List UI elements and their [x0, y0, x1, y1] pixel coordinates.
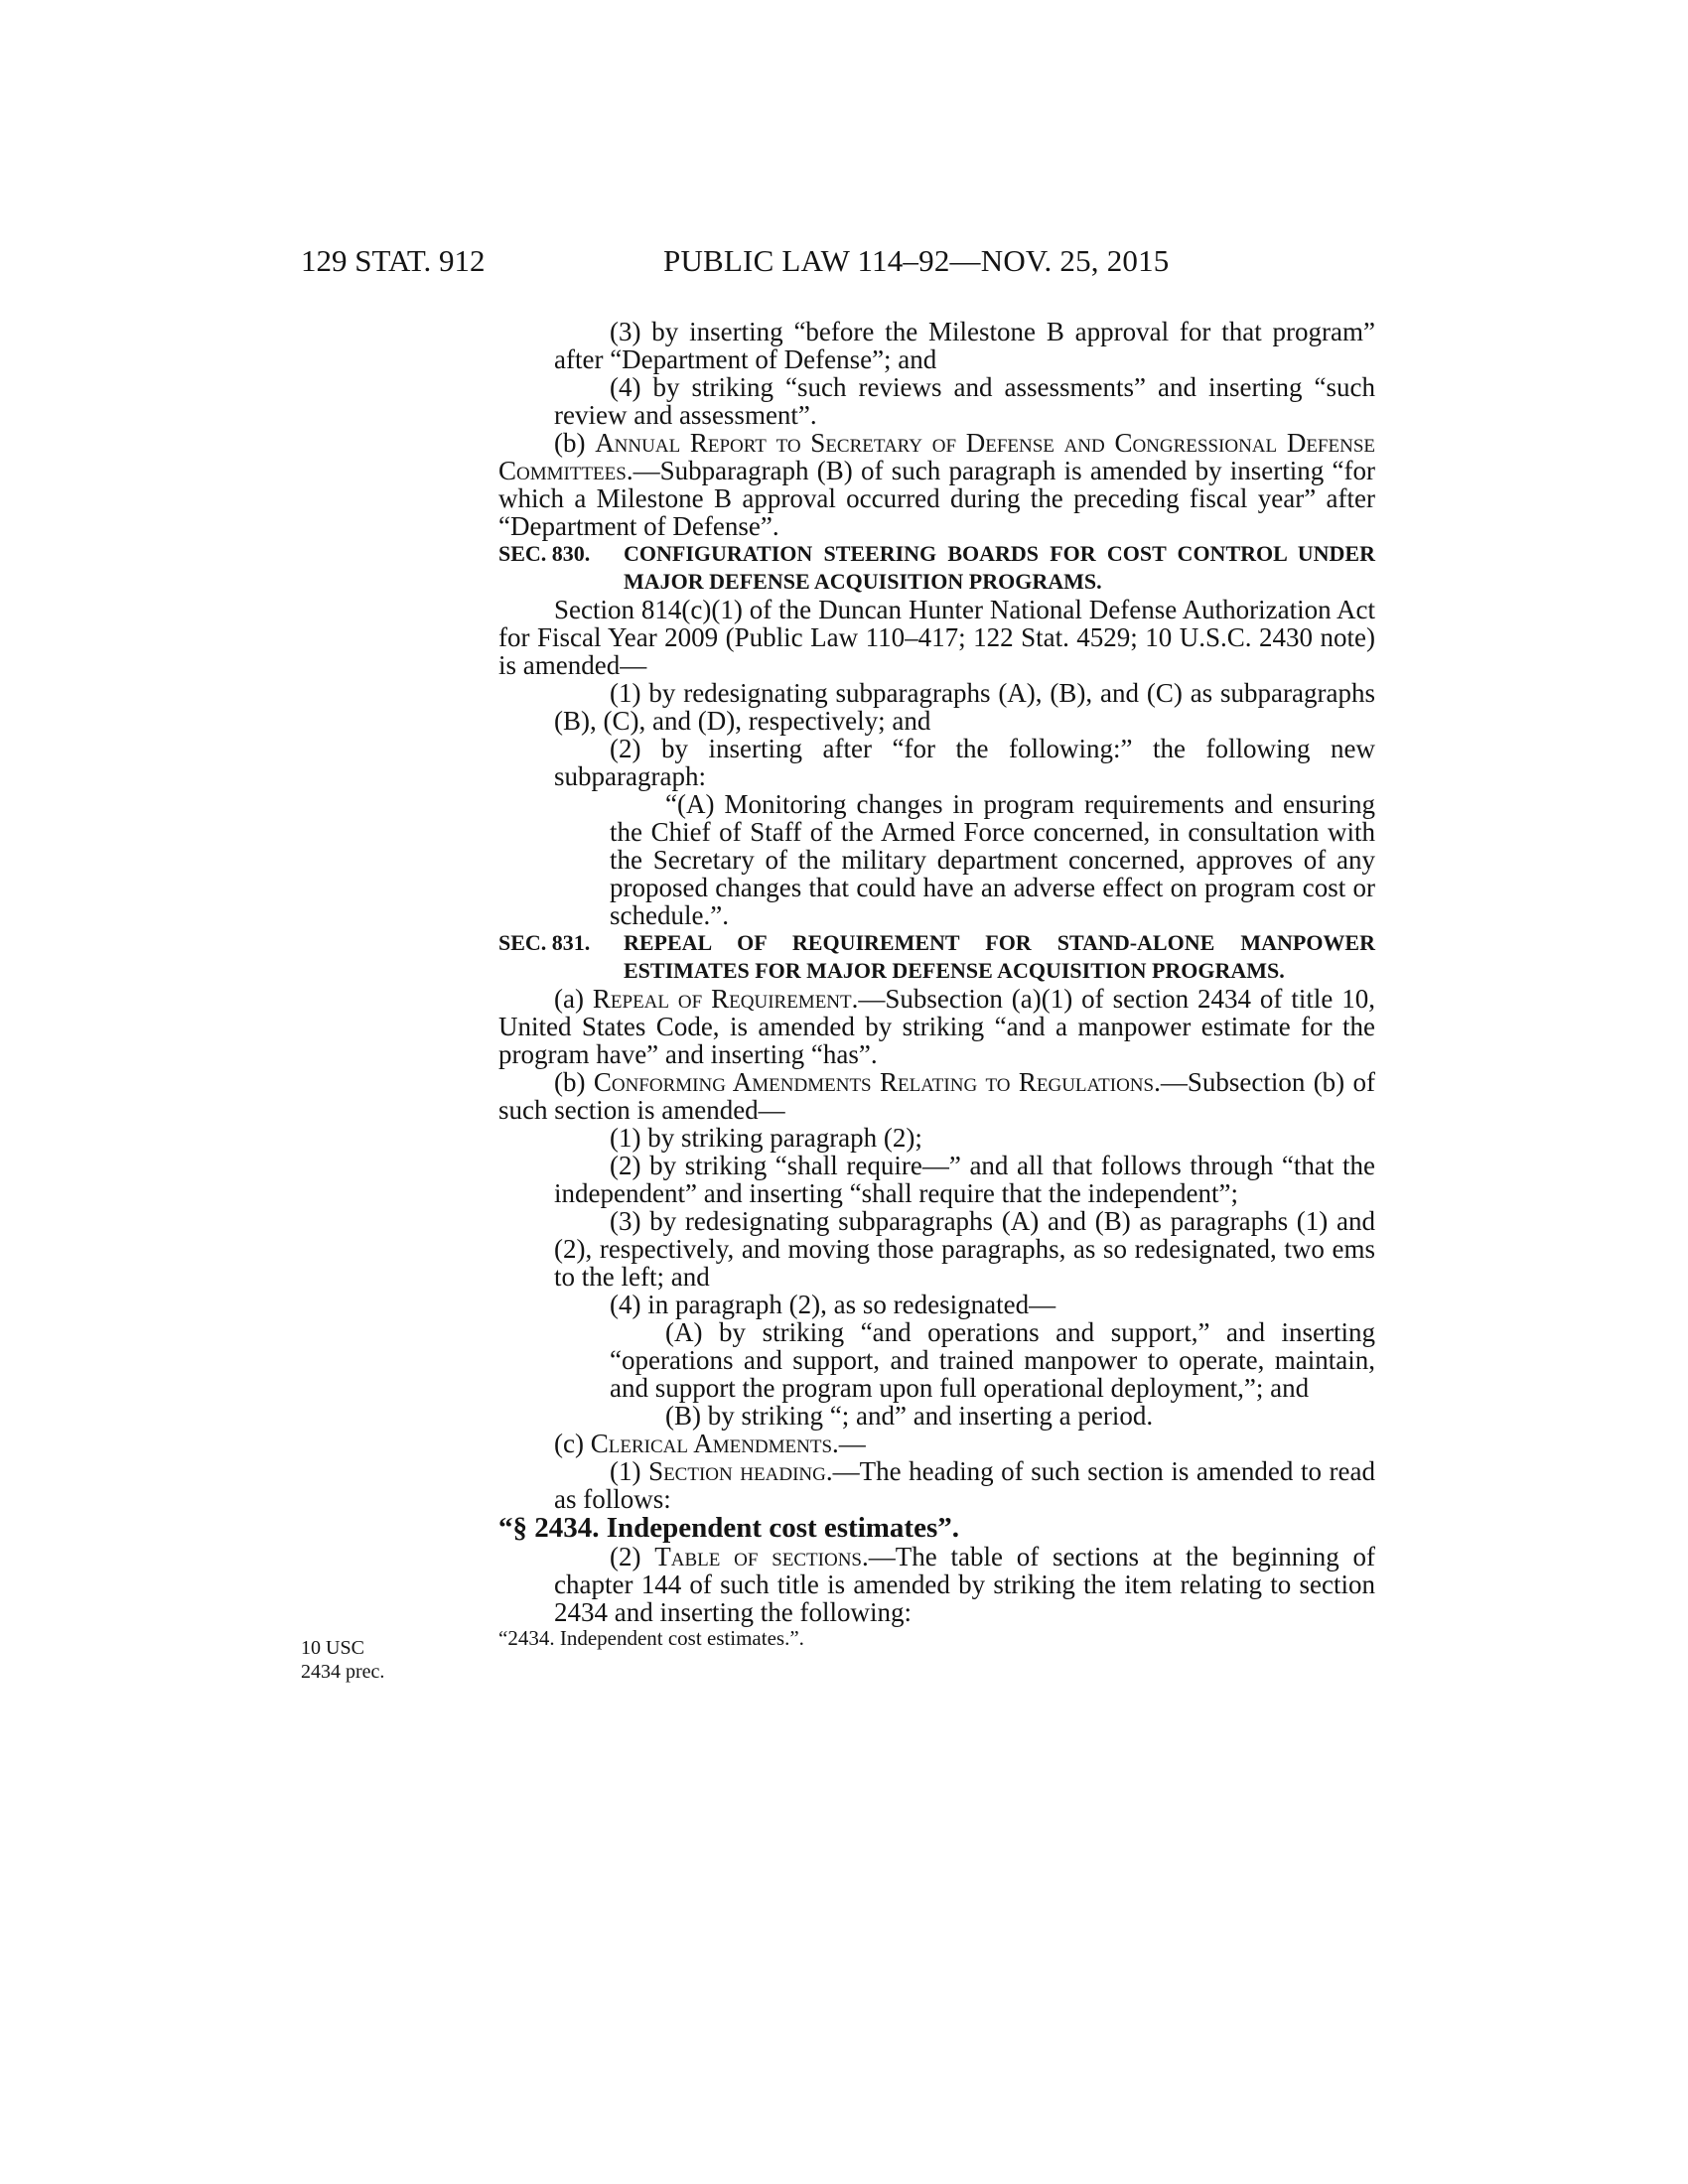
paragraph-text: —The heading of such section is amended to read as follows:: [554, 1456, 1375, 1514]
paragraph: [498, 1068, 1375, 1124]
paragraph-label: (b): [554, 1067, 594, 1097]
quoted-subparagraph: “(A) Monitoring changes in program requirements and ensuring the Chief of Staff of the Armed Force concerned, in consultation with the Secretary of the military department concerned, approves of any proposed changes that could have an adverse effect on program cost or schedule.”.: [610, 789, 1375, 930]
paragraph: (4) by striking “such reviews and assessments” and inserting “such review and assessment”.: [554, 372, 1375, 430]
paragraph: [498, 1430, 1375, 1457]
paragraph-label: (2): [610, 1542, 655, 1571]
margin-citation-line: 10 USC: [301, 1637, 364, 1659]
paragraph: (1) by redesignating subparagraphs (A), (B), and (C) as subparagraphs (B), (C), and (D), respectively; and: [554, 678, 1375, 736]
paragraph: (3) by redesignating subparagraphs (A) and (B) as paragraphs (1) and (2), respectively, and moving those paragraphs, as so redesignated, two ems to the left; and: [554, 1206, 1375, 1292]
paragraph: (A) by striking “and operations and support,” and inserting “operations and support, and trained manpower to operate, maintain, and support the program upon full operational deployment,”; and: [610, 1317, 1375, 1403]
section-heading: [498, 929, 1375, 985]
margin-citation-line: 2434 prec.: [301, 1661, 385, 1683]
paragraph-heading: Annual Report to Secretary of Defense and Congressional Defense Committees.: [498, 428, 1375, 485]
section-title: REPEAL OF REQUIREMENT FOR STAND-ALONE MANPOWER ESTIMATES FOR MAJOR DEFENSE ACQUISITION PROGRAMS.: [624, 930, 1375, 983]
paragraph: (1) by striking paragraph (2);: [610, 1123, 922, 1153]
paragraph: (4) in paragraph (2), as so redesignated—: [610, 1290, 1056, 1319]
section-number: SEC. 831.: [498, 930, 591, 955]
paragraph: (B) by striking “; and” and inserting a period.: [665, 1401, 1154, 1431]
paragraph: [498, 1543, 1375, 1626]
paragraph-label: (1): [610, 1456, 649, 1486]
paragraph: (2) by striking “shall require—” and all that follows through “that the independent” and inserting “shall require that the independent”;: [554, 1151, 1375, 1208]
paragraph-label: (b): [554, 428, 596, 458]
paragraph-heading: Conforming Amendments Relating to Regulations.: [593, 1067, 1161, 1097]
quoted-section-heading: “§ 2434. Independent cost estimates”.: [498, 1512, 959, 1544]
paragraph-label: (a): [554, 984, 593, 1014]
paragraph: [498, 985, 1375, 1068]
paragraph: Section 814(c)(1) of the Duncan Hunter National Defense Authorization Act for Fiscal Year 2009 (Public Law 110–417; 122 Stat. 4529; 10 U.S.C. 2430 note) is amended—: [498, 595, 1375, 680]
paragraph: (2) by inserting after “for the following:” the following new subparagraph:: [554, 734, 1375, 791]
section-number: SEC. 830.: [498, 541, 591, 566]
paragraph-heading: Table of sections.: [654, 1542, 869, 1571]
section-heading: [498, 540, 1375, 596]
stat-page-number: 129 STAT. 912: [301, 243, 486, 278]
paragraph-text: —: [838, 1429, 866, 1458]
document-body: [498, 318, 1375, 1650]
paragraph: (3) by inserting “before the Milestone B approval for that program” after “Department of Defense”; and: [554, 317, 1375, 374]
paragraph-text: —Subsection (a)(1) of section 2434 of title 10, United States Code, is amended by striking “and a manpower estimate for the program have” and inserting “has”.: [498, 984, 1375, 1069]
paragraph-text: —The table of sections at the beginning of chapter 144 of such title is amended by striking the item relating to section 2434 and inserting the following:: [554, 1542, 1375, 1627]
section-title: CONFIGURATION STEERING BOARDS FOR COST CONTROL UNDER MAJOR DEFENSE ACQUISITION PROGRAMS.: [624, 541, 1375, 594]
paragraph-text: —Subparagraph (B) of such paragraph is amended by inserting “for which a Milestone B approval occurred during the preceding fiscal year” after “Department of Defense”.: [498, 456, 1375, 541]
paragraph-heading: Clerical Amendments.: [590, 1429, 839, 1458]
paragraph-label: (c): [554, 1429, 591, 1458]
paragraph: [498, 429, 1375, 540]
paragraph-text: —Subsection (b) of such section is amended—: [498, 1067, 1376, 1125]
table-of-sections-item: “2434. Independent cost estimates.”.: [498, 1626, 804, 1650]
paragraph: [498, 1457, 1375, 1513]
running-title: PUBLIC LAW 114–92—NOV. 25, 2015: [663, 243, 1170, 278]
paragraph-heading: Section heading.: [648, 1456, 833, 1486]
paragraph-heading: Repeal of Requirement.: [592, 984, 859, 1014]
margin-citation: [301, 1636, 420, 1684]
